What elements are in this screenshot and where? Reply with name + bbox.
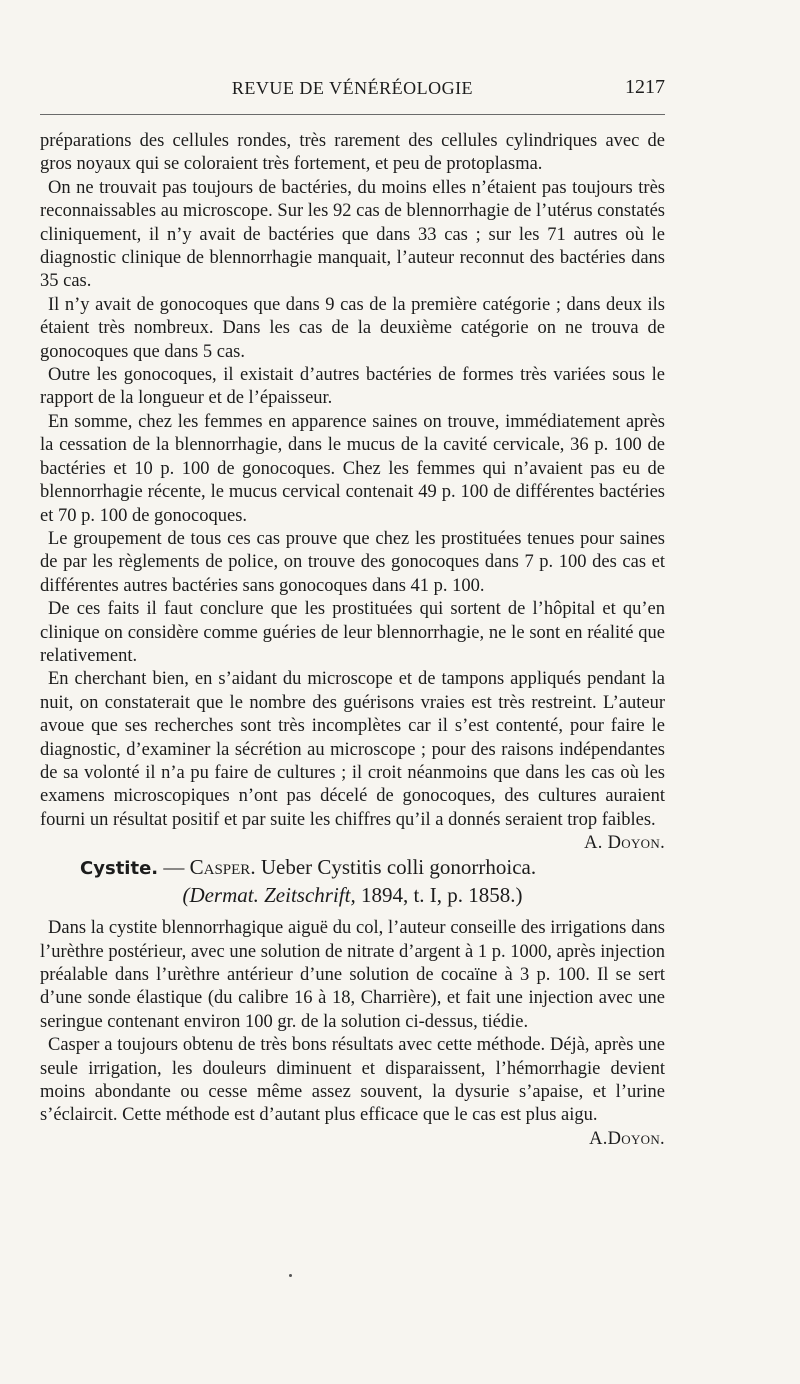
review1-paragraph-2: On ne trouvait pas toujours de bactéries, du moins elles n’étaient pas toujours très reconnaissables au microscope. Sur les 92 cas de blennorrhagie de l’utérus constatés cliniquement, il n’y avait de bactéries que dans 33 cas ; sur les 71 autres où le diagnostic clinique de blennorrhagie manquait, l’auteur reconnut des bactéries dans 35 cas. [40, 177, 665, 292]
review2-citation: 1894, t. I, p. 1858.) [360, 883, 523, 908]
page-number: 1217 [625, 76, 665, 98]
review1-paragraph-4: Outre les gonocoques, il existait d’autres bactéries de formes très variées sous le rapport de la longueur et de l’épaisseur. [40, 365, 665, 409]
running-title: REVUE DE VÉNÉRÉOLOGIE [231, 78, 474, 98]
review1-signature: A. Doyon. [584, 833, 665, 854]
review2-paragraph-2 [40, 1034, 665, 1149]
review2-author: Casper. [189, 855, 256, 880]
review2-title: Ueber Cystitis colli gonorrhoica. [260, 855, 537, 880]
header-rule [40, 114, 665, 115]
review2-heading [40, 854, 665, 909]
review2-paragraph-1: Dans la cystite blennorrhagique aiguë du col, l’auteur conseille des irrigations dans l’urèthre postérieur, avec une solution de nitrate d’argent à 1 p. 1000, après injection préalable dans l’urèthre antérieur d’une solution de cocaïne à 3 p. 100. Il se sert d’une sonde élastique (du calibre 16 à 18, Charrière), et fait une injection avec une seringue contenant environ 100 gr. de la solution ci-dessus, tiédie. [40, 918, 665, 1032]
review1-paragraph-5: En somme, chez les femmes en apparence saines on trouve, immédiatement après la cessation de la blennorrhagie, dans le mucus de la cavité cervicale, 36 p. 100 de bactéries et 10 p. 100 de gonocoques. Chez les femmes qui n’avaient pas eu de blennorrhagie récente, le mucus cervical contenait 49 p. 100 de différentes bactéries et 70 p. 100 de gonocoques. [40, 411, 665, 526]
review1-paragraph-8 [40, 668, 665, 854]
review1-paragraph-3: Il n’y avait de gonocoques que dans 9 cas de la première catégorie ; dans deux ils étaient très nombreux. Dans les cas de la deuxième catégorie on ne trouva de gonocoques que dans 5 cas. [40, 294, 665, 362]
article-body [40, 130, 665, 1151]
review1-paragraph-8-text: En cherchant bien, en s’aidant du microscope et de tampons appliqués pendant la nuit, on constaterait que le nombre des guérisons vraies est très restreint. L’auteur avoue que ses recherches sont très incomplètes car il s’est contenté, pour faire le diagnostic, d’examiner la sécrétion au microscope ; pour des raisons indépendantes de sa volonté il n’a pu faire de cultures ; il croit néanmoins que dans les cas où les examens microscopiques n’ont pas décelé de gonocoques, des cultures auraient fourni un résultat positif et par suite les chiffres qu’il a donnés seraient trop faibles. [40, 669, 665, 830]
review2-paragraph-2-text: Casper a toujours obtenu de très bons résultats avec cette méthode. Déjà, après une seule irrigation, les douleurs diminuent et disparaissent, l’hémorrhagie devient moins abondante ou cesse même assez souvent, la dysurie s’apaise, et l’urine s’éclaircit. Cette méthode est d’autant plus efficace que le cas est plus aigu. [40, 1035, 665, 1126]
review2-keyword: Cystite. [80, 858, 159, 880]
running-head [40, 76, 665, 104]
ink-speck [289, 1274, 292, 1277]
review1-paragraph-6: Le groupement de tous ces cas prouve que chez les prostituées tenues pour saines de par les règlements de police, on trouve des gonocoques dans 7 p. 100 des cas et différentes autres bactéries sans gonocoques dans 41 p. 100. [40, 528, 665, 596]
review1-paragraph-1: préparations des cellules rondes, très rarement des cellules cylindriques avec de gros noyaux qui se coloraient très fortement, et peu de protoplasma. [40, 131, 665, 175]
review2-dash: — [163, 855, 185, 880]
review2-journal: (Dermat. Zeitschrift, [182, 883, 356, 908]
review2-signature: A.Doyon. [589, 1128, 665, 1149]
review1-paragraph-7: De ces faits il faut conclure que les prostituées qui sortent de l’hôpital et qu’en clinique on considère comme guéries de leur blennorrhagie, ne le sont en réalité que relativement. [40, 599, 665, 666]
